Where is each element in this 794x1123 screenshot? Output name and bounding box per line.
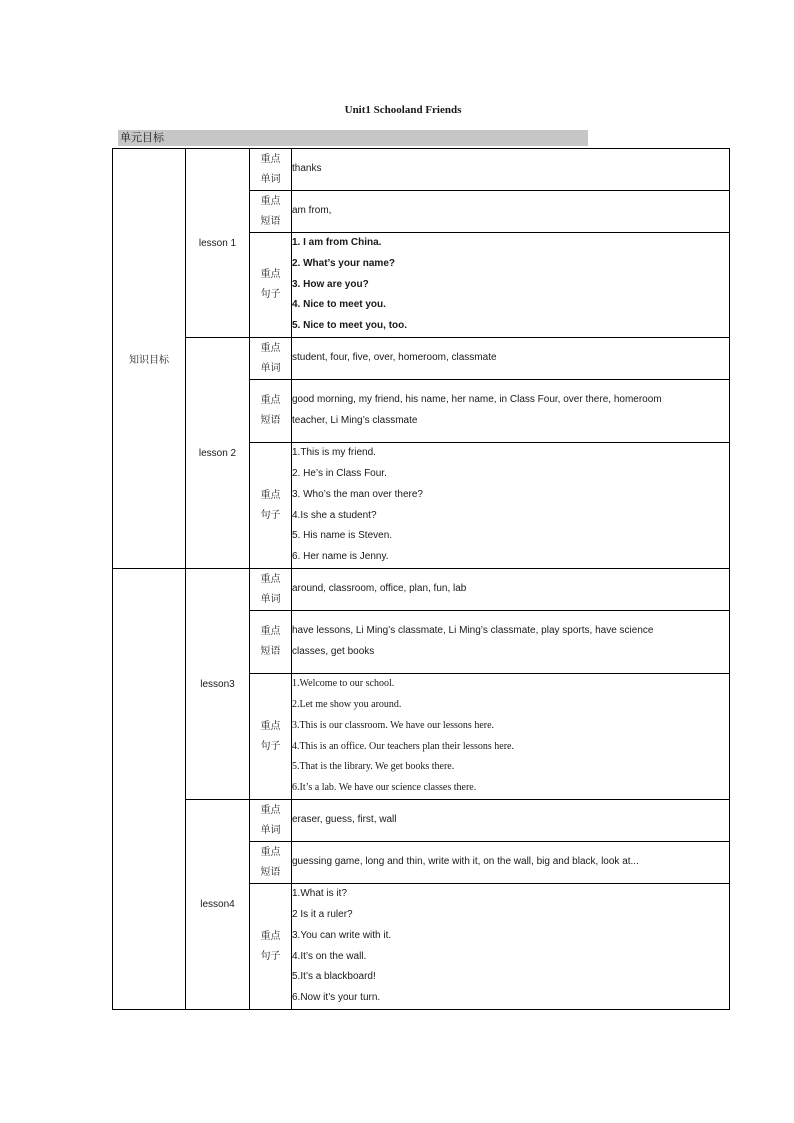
- category-key-phrases: 重点 短语: [250, 191, 292, 233]
- sentence: 3. How are you?: [292, 278, 369, 290]
- category-key-words: 重点 单词: [250, 338, 292, 380]
- lesson-3-words: around, classroom, office, plan, fun, lab: [292, 569, 730, 611]
- sentence: 5. His name is Steven.: [292, 530, 393, 542]
- lesson-3-cell: [186, 569, 250, 800]
- sentence: 5.It’s a blackboard!: [292, 971, 376, 983]
- table-row: [113, 569, 730, 611]
- sentence: 1. I am from China.: [292, 237, 382, 248]
- unit-goals-table: [112, 148, 730, 1010]
- category-key-words: 重点 单词: [250, 800, 292, 842]
- lesson-4-phrases: guessing game, long and thin, write with it, on the wall, big and black, look at...: [292, 842, 730, 884]
- category-key-phrases: 重点 短语: [250, 842, 292, 884]
- goal-blank-cell: [113, 569, 186, 1010]
- lesson-name: lesson4: [200, 899, 235, 910]
- category-key-sentences: 重点 句子: [250, 233, 292, 338]
- table-row: [113, 149, 730, 191]
- section-header: [118, 130, 588, 146]
- lesson-2-phrases: good morning, my friend, his name, her name, in Class Four, over there, homeroom teacher, Li Ming’s classmate: [292, 380, 730, 443]
- lesson-3-phrases: have lessons, Li Ming’s classmate, Li Ming’s classmate, play sports, have science classes, get books: [292, 611, 730, 674]
- lesson-2-sentences: [292, 443, 730, 569]
- sentence: 5.That is the library. We get books there.: [292, 761, 455, 773]
- lesson-1-words: thanks: [292, 149, 730, 191]
- table-row: [113, 338, 730, 380]
- sentence: 1.What is it?: [292, 888, 348, 900]
- sentence: 4.This is an office. Our teachers plan their lessons here.: [292, 740, 514, 752]
- category-key-sentences: 重点 句子: [250, 674, 292, 800]
- sentence: 5. Nice to meet you, too.: [292, 320, 408, 332]
- sentence: 2. He’s in Class Four.: [292, 467, 387, 479]
- category-key-words: 重点 单词: [250, 569, 292, 611]
- lesson-name: lesson 2: [198, 447, 237, 459]
- sentence: 2.Let me show you around.: [292, 698, 402, 710]
- sentence: 6.It’s a lab. We have our science classes there.: [292, 782, 477, 794]
- sentence: 3. Who’s the man over there?: [292, 488, 423, 500]
- category-key-phrases: 重点 短语: [250, 611, 292, 674]
- sentence: 3.You can write with it.: [292, 929, 392, 941]
- lesson-2-words: student, four, five, over, homeroom, classmate: [292, 338, 730, 380]
- sentence: 4. Nice to meet you.: [292, 299, 386, 311]
- category-key-phrases: 重点 短语: [250, 380, 292, 443]
- lesson-name: lesson 1: [198, 237, 237, 249]
- category-key-sentences: 重点 句子: [250, 884, 292, 1010]
- lesson-2-cell: [186, 338, 250, 569]
- sentence: 1.Welcome to our school.: [292, 678, 395, 690]
- lesson-name: lesson3: [200, 678, 235, 690]
- lesson-4-cell: [186, 800, 250, 1010]
- sentence: 2 Is it a ruler?: [292, 908, 353, 920]
- sentence: 4.Is she a student?: [292, 509, 377, 521]
- knowledge-goal-cell: [113, 149, 186, 569]
- lesson-3-sentences: [292, 674, 730, 800]
- sentence: 6.Now it’s your turn.: [292, 992, 381, 1004]
- knowledge-goal-label: 知识目标: [129, 355, 169, 366]
- document-title: Unit1 Schooland Friends: [344, 104, 462, 116]
- lesson-4-sentences: [292, 884, 730, 1010]
- sentence: 3.This is our classroom. We have our lessons here.: [292, 719, 495, 731]
- sentence: 6. Her name is Jenny.: [292, 551, 389, 563]
- sentence: 2. What’s your name?: [292, 257, 395, 269]
- sentence: 1.This is my friend.: [292, 447, 376, 459]
- lesson-1-sentences: [292, 233, 730, 338]
- category-key-words: 重点 单词: [250, 149, 292, 191]
- lesson-1-cell: [186, 149, 250, 338]
- category-key-sentences: 重点 句子: [250, 443, 292, 569]
- lesson-4-words: eraser, guess, first, wall: [292, 800, 730, 842]
- table-row: [113, 800, 730, 842]
- sentence: 4.It’s on the wall.: [292, 950, 367, 962]
- section-label: 单元目标: [120, 132, 164, 144]
- lesson-1-phrases: am from,: [292, 191, 730, 233]
